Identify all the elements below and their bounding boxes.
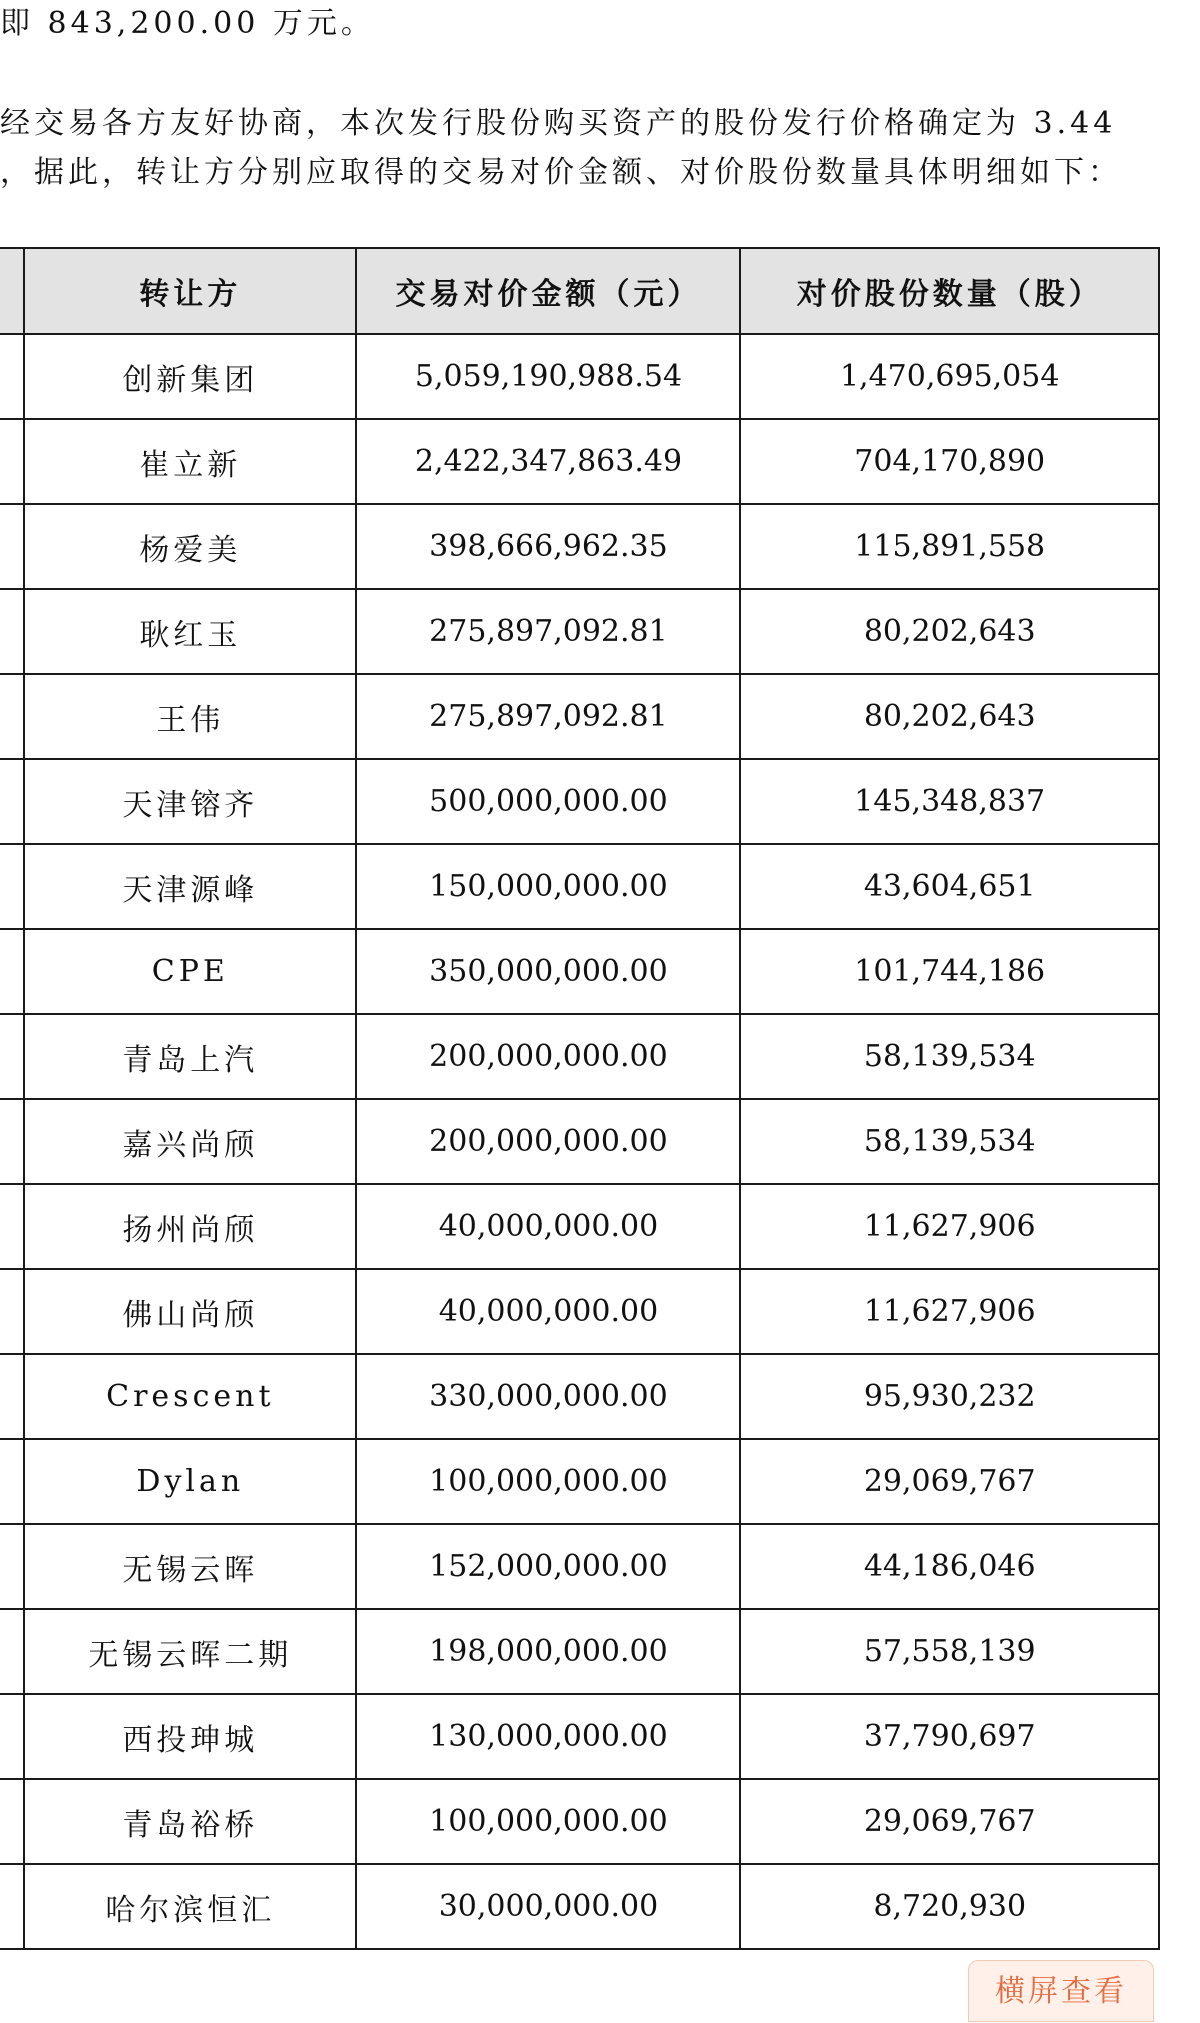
amount-cell: 5,059,190,988.54 <box>356 334 740 419</box>
table-row <box>0 1014 1159 1099</box>
table-row <box>0 1694 1159 1779</box>
amount-cell: 130,000,000.00 <box>356 1694 740 1779</box>
shares-cell: 43,604,651 <box>740 844 1159 929</box>
transferor-cell: 西投珅城 <box>24 1694 356 1779</box>
edge-cell <box>0 759 24 844</box>
transferor-cell: 嘉兴尚颀 <box>24 1099 356 1184</box>
transferor-cell: 佛山尚颀 <box>24 1269 356 1354</box>
edge-cell <box>0 1184 24 1269</box>
edge-cell <box>0 419 24 504</box>
table-body <box>0 334 1159 1949</box>
edge-cell <box>0 1864 24 1949</box>
shares-cell: 58,139,534 <box>740 1014 1159 1099</box>
transferor-cell: 无锡云晖二期 <box>24 1609 356 1694</box>
table-row <box>0 504 1159 589</box>
shares-cell: 44,186,046 <box>740 1524 1159 1609</box>
transferor-cell: Dylan <box>24 1439 356 1524</box>
edge-cell <box>0 1609 24 1694</box>
table-row <box>0 1439 1159 1524</box>
shares-cell: 95,930,232 <box>740 1354 1159 1439</box>
shares-cell: 11,627,906 <box>740 1184 1159 1269</box>
table-header-row <box>0 248 1159 334</box>
amount-cell: 40,000,000.00 <box>356 1184 740 1269</box>
shares-cell: 101,744,186 <box>740 929 1159 1014</box>
amount-cell: 200,000,000.00 <box>356 1014 740 1099</box>
amount-cell: 100,000,000.00 <box>356 1439 740 1524</box>
consideration-table <box>0 247 1160 1950</box>
edge-cell <box>0 334 24 419</box>
amount-cell: 275,897,092.81 <box>356 589 740 674</box>
shares-cell: 115,891,558 <box>740 504 1159 589</box>
table-row <box>0 1269 1159 1354</box>
header-shares: 对价股份数量（股） <box>740 248 1159 334</box>
transferor-cell: 创新集团 <box>24 334 356 419</box>
shares-cell: 58,139,534 <box>740 1099 1159 1184</box>
table-row <box>0 334 1159 419</box>
amount-cell: 198,000,000.00 <box>356 1609 740 1694</box>
shares-cell: 8,720,930 <box>740 1864 1159 1949</box>
table-row <box>0 674 1159 759</box>
edge-cell <box>0 929 24 1014</box>
amount-cell: 30,000,000.00 <box>356 1864 740 1949</box>
edge-cell <box>0 1099 24 1184</box>
amount-cell: 200,000,000.00 <box>356 1099 740 1184</box>
amount-cell: 398,666,962.35 <box>356 504 740 589</box>
edge-cell <box>0 1779 24 1864</box>
transferor-cell: 青岛裕桥 <box>24 1779 356 1864</box>
edge-cell <box>0 1694 24 1779</box>
table-row <box>0 589 1159 674</box>
amount-cell: 100,000,000.00 <box>356 1779 740 1864</box>
paragraph-line-1: 经交易各方友好协商，本次发行股份购买资产的股份发行价格确定为 3.44 <box>0 106 1117 141</box>
edge-cell <box>0 1014 24 1099</box>
table-row <box>0 1354 1159 1439</box>
transferor-cell: 无锡云晖 <box>24 1524 356 1609</box>
transferor-cell: 扬州尚颀 <box>24 1184 356 1269</box>
table-row <box>0 419 1159 504</box>
transferor-cell: 青岛上汽 <box>24 1014 356 1099</box>
table-row <box>0 1184 1159 1269</box>
paragraph-line-2: ，据此，转让方分别应取得的交易对价金额、对价股份数量具体明细如下： <box>0 155 1122 190</box>
amount-cell: 152,000,000.00 <box>356 1524 740 1609</box>
table-row <box>0 1524 1159 1609</box>
amount-cell: 40,000,000.00 <box>356 1269 740 1354</box>
table-row <box>0 1609 1159 1694</box>
edge-cell <box>0 1524 24 1609</box>
amount-cell: 350,000,000.00 <box>356 929 740 1014</box>
edge-cell <box>0 1354 24 1439</box>
transferor-cell: 天津源峰 <box>24 844 356 929</box>
shares-cell: 80,202,643 <box>740 674 1159 759</box>
table-row <box>0 929 1159 1014</box>
shares-cell: 29,069,767 <box>740 1439 1159 1524</box>
header-amount: 交易对价金额（元） <box>356 248 740 334</box>
transferor-cell: 崔立新 <box>24 419 356 504</box>
amount-cell: 330,000,000.00 <box>356 1354 740 1439</box>
transferor-cell: CPE <box>24 929 356 1014</box>
shares-cell: 29,069,767 <box>740 1779 1159 1864</box>
transferor-cell: 杨爱美 <box>24 504 356 589</box>
shares-cell: 11,627,906 <box>740 1269 1159 1354</box>
transferor-cell: Crescent <box>24 1354 356 1439</box>
shares-cell: 57,558,139 <box>740 1609 1159 1694</box>
shares-cell: 80,202,643 <box>740 589 1159 674</box>
table-row <box>0 844 1159 929</box>
table-row <box>0 1099 1159 1184</box>
shares-cell: 145,348,837 <box>740 759 1159 844</box>
table-row <box>0 1864 1159 1949</box>
transferor-cell: 天津镕齐 <box>24 759 356 844</box>
amount-cell: 2,422,347,863.49 <box>356 419 740 504</box>
edge-cell <box>0 674 24 759</box>
text-line-top: 即 843,200.00 万元。 <box>0 6 375 41</box>
table-row <box>0 759 1159 844</box>
shares-cell: 704,170,890 <box>740 419 1159 504</box>
edge-cell <box>0 589 24 674</box>
header-cell-blank <box>0 248 24 334</box>
header-transferor: 转让方 <box>24 248 356 334</box>
table-row <box>0 1779 1159 1864</box>
edge-cell <box>0 844 24 929</box>
transferor-cell: 哈尔滨恒汇 <box>24 1864 356 1949</box>
edge-cell <box>0 1269 24 1354</box>
edge-cell <box>0 504 24 589</box>
shares-cell: 37,790,697 <box>740 1694 1159 1779</box>
transferor-cell: 王伟 <box>24 674 356 759</box>
amount-cell: 500,000,000.00 <box>356 759 740 844</box>
amount-cell: 275,897,092.81 <box>356 674 740 759</box>
edge-cell <box>0 1439 24 1524</box>
transferor-cell: 耿红玉 <box>24 589 356 674</box>
amount-cell: 150,000,000.00 <box>356 844 740 929</box>
landscape-view-button[interactable]: 横屏查看 <box>968 1960 1154 2022</box>
shares-cell: 1,470,695,054 <box>740 334 1159 419</box>
